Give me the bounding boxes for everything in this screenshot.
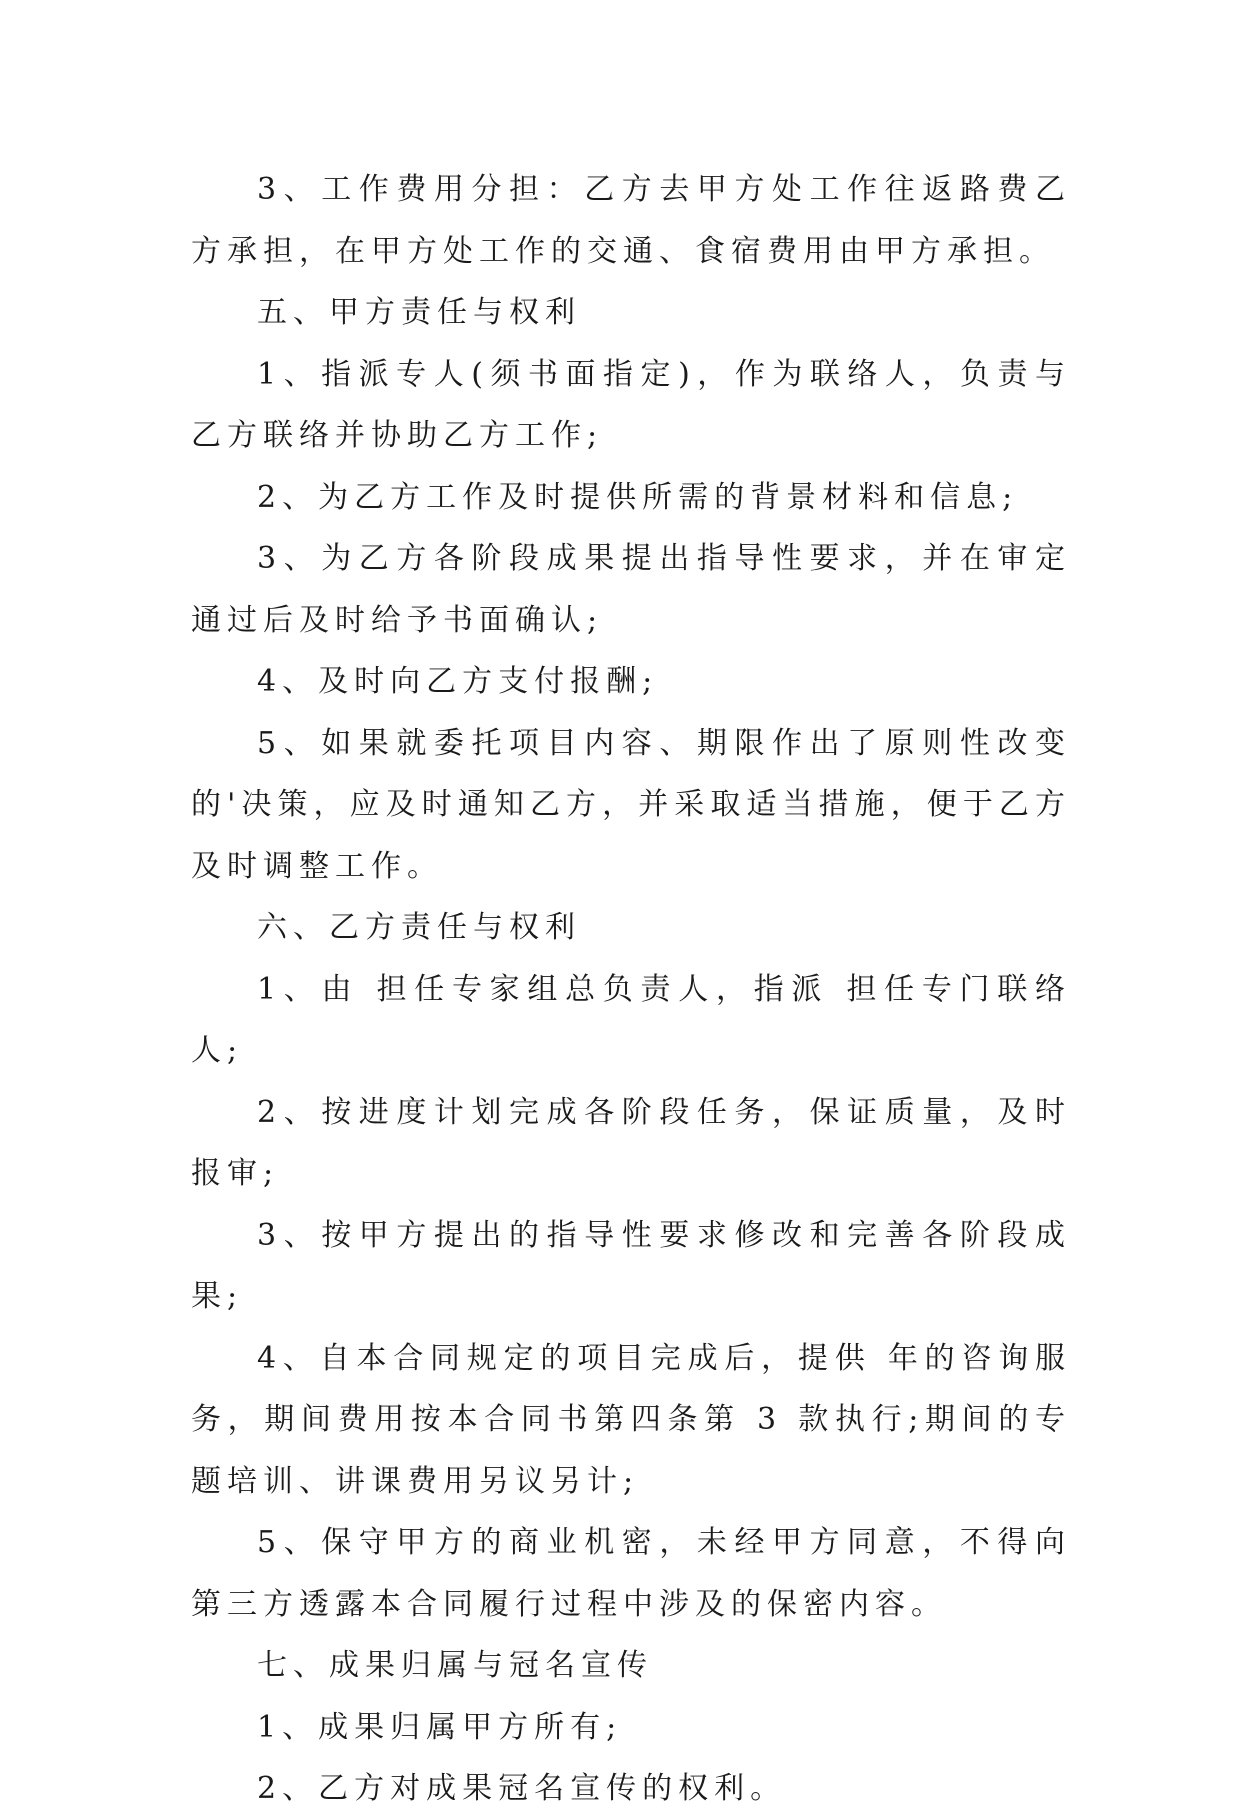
paragraph-naming-rights: 2、乙方对成果冠名宣传的权利。 [257,1771,787,1806]
section-heading-party-a: 五、甲方责任与权利 [257,295,581,330]
paragraph-b-confidentiality: 5、保守甲方的商业机密，未经甲方同意，不得向第三方透露本合同履行过程中涉及的保密内容。 [191,1525,1071,1622]
paragraph-ownership: 1、成果归属甲方所有; [257,1709,623,1745]
section-heading-party-b: 六、乙方责任与权利 [257,910,581,945]
paragraph-b-team-lead: 1、由 担任专家组总负责人，指派 担任专门联络人; [191,971,1071,1068]
paragraph-a-payment: 4、及时向乙方支付报酬; [257,664,659,699]
section-heading-ownership: 七、成果归属与冠名宣传 [257,1648,653,1683]
paragraph-b-schedule: 2、按进度计划完成各阶段任务，保证质量，及时报审; [191,1094,1071,1191]
document-body [191,159,1071,1820]
paragraph-a-guidance: 3、为乙方各阶段成果提出指导性要求，并在审定通过后及时给予书面确认; [191,541,1071,638]
paragraph-b-revisions: 3、按甲方提出的指导性要求修改和完善各阶段成果; [191,1217,1071,1314]
paragraph-a-notify-changes: 5、如果就委托项目内容、期限作出了原则性改变的'决策，应及时通知乙方，并采取适当措施，便于乙方及时调整工作。 [191,725,1071,884]
paragraph-a-contact-person: 1、指派专人(须书面指定)，作为联络人，负责与乙方联络并协助乙方工作; [191,356,1071,453]
paragraph-a-provide-materials: 2、为乙方工作及时提供所需的背景材料和信息; [257,479,1019,515]
paragraph-work-cost-sharing: 3、工作费用分担：乙方去甲方处工作往返路费乙方承担，在甲方处工作的交通、食宿费用由甲方承担。 [191,172,1071,269]
paragraph-b-consulting: 4、自本合同规定的项目完成后，提供 年的咨询服务，期间费用按本合同书第四条第 3 款执行;期间的专题培训、讲课费用另议另计; [191,1340,1071,1499]
